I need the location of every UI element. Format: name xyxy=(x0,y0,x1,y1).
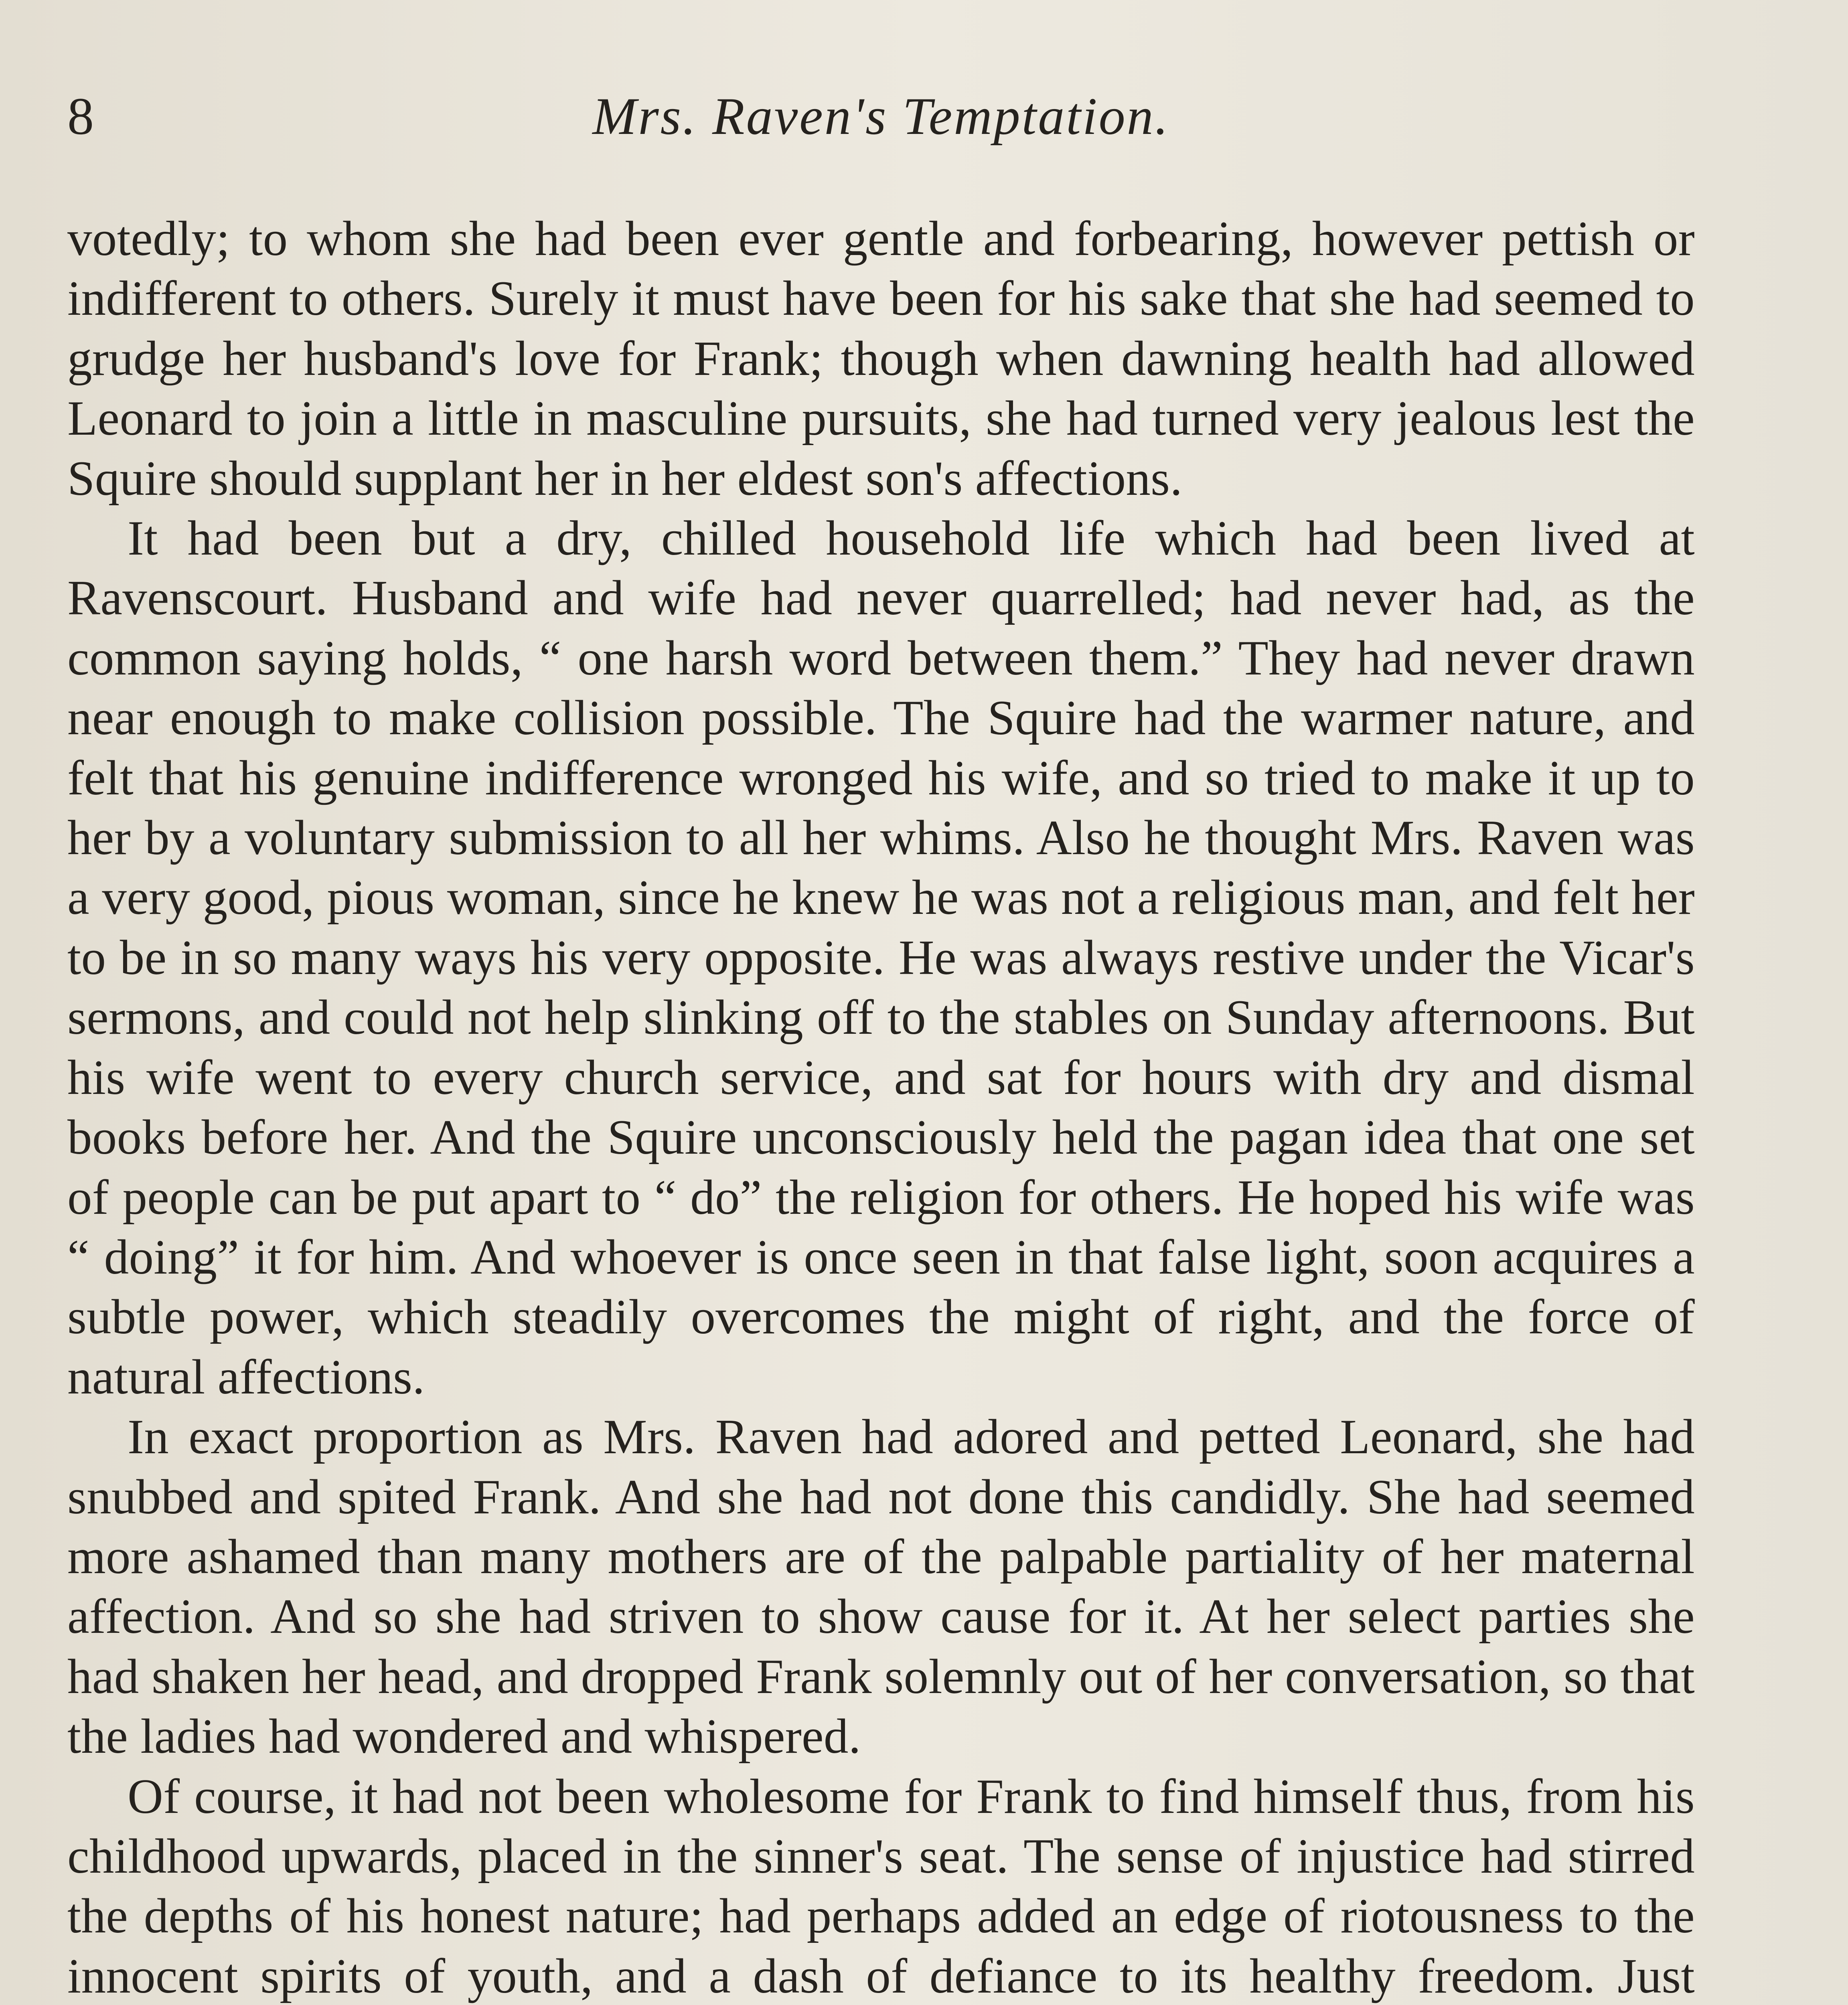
paragraph: votedly; to whom she had been ever gentle and forbearing, however pettish or indifferent to others. Surely it must have been for his sake that she had seemed to grudge her husband's love for Frank; though when dawning health had allowed Leonard to join a little in masculine pursuits, she had turned very jealous lest the Squire should supplant her in her eldest son's affections. xyxy=(67,211,1695,506)
paragraph: In exact proportion as Mrs. Raven had adored and petted Leonard, she had snubbed and spited Frank. And she had not done this candidly. She had seemed more ashamed than many mothers are of the palpable partiality of her maternal affection. And so she had striven to show cause for it. At her select parties she had shaken her head, and dropped Frank solemnly out of her conversation, so that the ladies had wondered and whispered. xyxy=(67,1409,1695,1764)
page-number: 8 xyxy=(67,87,94,146)
running-head xyxy=(67,76,1695,164)
paragraph: It had been but a dry, chilled household life which had been lived at Ravenscourt. Husband and wife had never quarrelled; had never had, as the common saying holds, “ one harsh word between them.” They had never drawn near enough to make collision possible. The Squire had the warmer nature, and felt that his genuine indifference wronged his wife, and so tried to make it up to her by a voluntary submission to all her whims. Also he thought Mrs. Raven was a very good, pious woman, since he knew he was not a religious man, and felt her to be in so many ways his very opposite. He was always restive under the Vicar's sermons, and could not help slinking off to the stables on Sunday afternoons. But his wife went to every church service, and sat for hours with dry and dismal books before her. And the Squire unconsciously held the pagan idea that one set of people can be put apart to “ do” the religion for others. He hoped his wife was “ doing” it for him. And whoever is once seen in that false light, soon acquires a subtle power, which steadily overcomes the might of right, and the force of natural affections. xyxy=(67,510,1695,1404)
running-title: Mrs. Raven's Temptation. xyxy=(592,87,1170,146)
body-text xyxy=(67,209,1695,2005)
paragraph: Of course, it had not been wholesome for Frank to find himself thus, from his childhood upwards, placed in the sinner's seat. The sense of injustice had stirred the depths of his honest nature; had perhaps added an edge of riotousness to the innocent spirits of youth, and a dash of defiance to its healthy freedom. Just xyxy=(67,1768,1695,2003)
